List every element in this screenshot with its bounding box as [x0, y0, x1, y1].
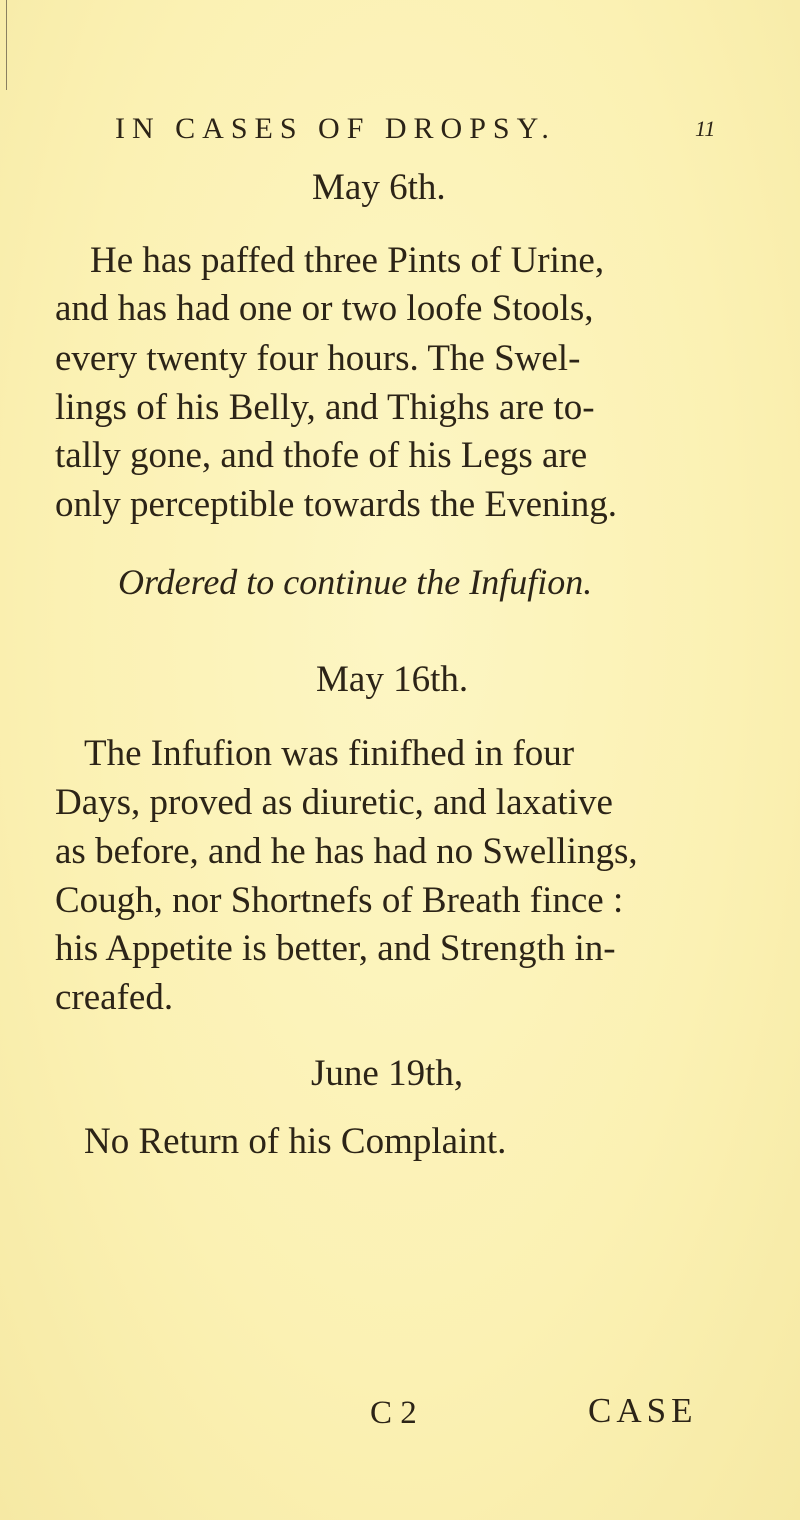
text-line: He has paffed three Pints of Urine, [90, 240, 605, 281]
entry-date: May 6th. [312, 167, 446, 208]
text-line: lings of his Belly, and Thighs are to- [55, 387, 595, 428]
entry-date: June 19th, [311, 1053, 464, 1094]
running-head-title: IN CASES OF DROPSY. [115, 112, 556, 145]
text-line: his Appetite is better, and Strength in- [55, 928, 616, 969]
page-edge-line [6, 0, 7, 90]
text-line: as before, and he has had no Swellings, [55, 831, 638, 872]
page-number: 11 [695, 116, 716, 141]
catchword: CASE [588, 1391, 698, 1430]
text-line: No Return of his Complaint. [84, 1121, 507, 1162]
text-line: tally gone, and thofe of his Legs are [55, 435, 588, 476]
text-line: creafed. [55, 977, 174, 1018]
text-line: and has had one or two loofe Stools, [55, 288, 594, 329]
entry-date: May 16th. [316, 659, 469, 700]
text-line: only perceptible towards the Evening. [55, 484, 618, 525]
signature-mark: C 2 [370, 1395, 417, 1431]
running-head [115, 112, 715, 152]
order-line: Ordered to continue the Infufion. [118, 562, 593, 602]
text-line: Cough, nor Shortnefs of Breath fince : [55, 880, 624, 921]
text-line: every twenty four hours. The Swel- [55, 338, 581, 379]
text-line: The Infufion was finifhed in four [84, 733, 575, 774]
text-line: Days, proved as diuretic, and laxative [55, 782, 613, 823]
